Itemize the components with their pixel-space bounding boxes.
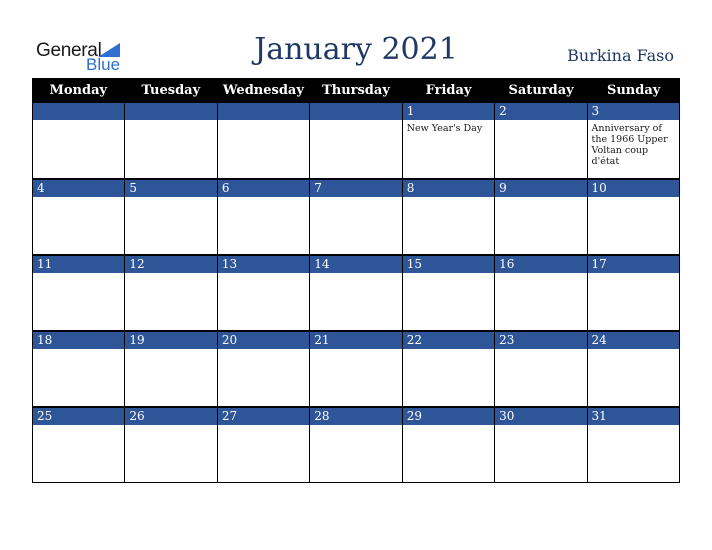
- holiday-label: [33, 273, 124, 276]
- holiday-label: [403, 197, 494, 200]
- day-cell[interactable]: [217, 180, 309, 254]
- day-number: 29: [403, 408, 494, 425]
- weekday-thursday: Thursday: [322, 83, 390, 98]
- logo-general-text: General: [36, 40, 102, 61]
- day-cell[interactable]: [124, 408, 216, 482]
- day-number: 10: [588, 180, 679, 197]
- day-number: 13: [218, 256, 309, 273]
- weekday-friday: Friday: [425, 83, 472, 98]
- day-number: 18: [33, 332, 124, 349]
- day-cell[interactable]: [402, 408, 494, 482]
- holiday-label: [33, 120, 124, 123]
- holiday-label: [310, 197, 401, 200]
- holiday-label: [403, 425, 494, 428]
- holiday-label: [588, 425, 679, 428]
- day-cell[interactable]: [494, 408, 586, 482]
- day-number: 17: [588, 256, 679, 273]
- day-number: 9: [495, 180, 586, 197]
- holiday-label: [403, 273, 494, 276]
- calendar-week-row: [32, 103, 680, 179]
- day-cell[interactable]: [309, 103, 401, 178]
- day-cell[interactable]: [494, 103, 586, 178]
- day-number: 20: [218, 332, 309, 349]
- day-number: 2: [495, 103, 586, 120]
- day-number: 4: [33, 180, 124, 197]
- day-number: 8: [403, 180, 494, 197]
- logo-blue-text: Blue: [86, 55, 121, 74]
- day-number: 11: [33, 256, 124, 273]
- weekday-monday: Monday: [49, 83, 108, 98]
- holiday-label: [310, 273, 401, 276]
- page-title: January 2021: [254, 32, 458, 67]
- day-number: 31: [588, 408, 679, 425]
- day-number: 24: [588, 332, 679, 349]
- day-number: 22: [403, 332, 494, 349]
- day-cell[interactable]: [124, 180, 216, 254]
- day-number: 7: [310, 180, 401, 197]
- day-cell[interactable]: [124, 256, 216, 330]
- holiday-label: [495, 197, 586, 200]
- day-cell[interactable]: [494, 256, 586, 330]
- holiday-label: [33, 425, 124, 428]
- holiday-label: [125, 273, 216, 276]
- calendar-week-row: [32, 255, 680, 331]
- calendar-week-row: [32, 179, 680, 255]
- day-cell[interactable]: [124, 332, 216, 406]
- day-cell[interactable]: [587, 180, 679, 254]
- day-cell[interactable]: [494, 180, 586, 254]
- day-number: 23: [495, 332, 586, 349]
- holiday-label: [495, 425, 586, 428]
- holiday-label: [218, 425, 309, 428]
- day-number: 3: [588, 103, 679, 120]
- holiday-label: [125, 349, 216, 352]
- day-cell[interactable]: [587, 332, 679, 406]
- day-cell[interactable]: [33, 332, 124, 406]
- holiday-label: [310, 349, 401, 352]
- holiday-label: [403, 349, 494, 352]
- holiday-label: [495, 349, 586, 352]
- day-cell[interactable]: [494, 332, 586, 406]
- day-cell[interactable]: [309, 256, 401, 330]
- day-cell[interactable]: [402, 103, 494, 178]
- day-number: 27: [218, 408, 309, 425]
- day-number: 16: [495, 256, 586, 273]
- day-number: 19: [125, 332, 216, 349]
- day-cell[interactable]: [402, 180, 494, 254]
- day-cell[interactable]: [217, 103, 309, 178]
- day-number: 30: [495, 408, 586, 425]
- country-label: Burkina Faso: [567, 46, 674, 65]
- weekday-saturday: Saturday: [508, 83, 574, 98]
- weekday-sunday: Sunday: [606, 83, 661, 98]
- day-number: [310, 103, 401, 120]
- calendar-week-row: [32, 407, 680, 483]
- holiday-label: [310, 120, 401, 123]
- calendar-weeks: [32, 103, 680, 483]
- holiday-label: [33, 349, 124, 352]
- calendar-grid: [32, 78, 680, 483]
- day-number: 14: [310, 256, 401, 273]
- holiday-label: [218, 273, 309, 276]
- day-number: 15: [403, 256, 494, 273]
- holiday-label: [495, 273, 586, 276]
- day-number: 12: [125, 256, 216, 273]
- day-number: 21: [310, 332, 401, 349]
- holiday-label: [125, 197, 216, 200]
- holiday-label: Anniversary of the 1966 Upper Voltan coup d'état: [591, 123, 668, 167]
- weekday-wednesday: Wednesday: [222, 83, 304, 98]
- day-number: 5: [125, 180, 216, 197]
- day-number: [33, 103, 124, 120]
- day-number: 25: [33, 408, 124, 425]
- day-cell[interactable]: [217, 332, 309, 406]
- calendar-week-row: [32, 331, 680, 407]
- day-number: [125, 103, 216, 120]
- day-number: 28: [310, 408, 401, 425]
- weekday-header-row: [32, 78, 680, 103]
- day-number: 1: [403, 103, 494, 120]
- holiday-label: [310, 425, 401, 428]
- day-cell[interactable]: [33, 408, 124, 482]
- day-number: [218, 103, 309, 120]
- day-cell[interactable]: [33, 180, 124, 254]
- holiday-label: [33, 197, 124, 200]
- holiday-label: [218, 120, 309, 123]
- holiday-label: [588, 197, 679, 200]
- day-cell[interactable]: [33, 256, 124, 330]
- day-cell[interactable]: [309, 180, 401, 254]
- holiday-label: [125, 425, 216, 428]
- holiday-label: [495, 120, 586, 123]
- holiday-label: [588, 273, 679, 276]
- holiday-label: [125, 120, 216, 123]
- day-cell[interactable]: [402, 256, 494, 330]
- day-cell[interactable]: [587, 103, 679, 178]
- day-cell[interactable]: [217, 256, 309, 330]
- day-cell[interactable]: [309, 408, 401, 482]
- day-cell[interactable]: [402, 332, 494, 406]
- day-cell[interactable]: [587, 408, 679, 482]
- holiday-label: New Year's Day: [406, 123, 483, 134]
- day-cell[interactable]: [217, 408, 309, 482]
- holiday-label: [218, 197, 309, 200]
- holiday-label: [588, 349, 679, 352]
- day-cell[interactable]: [124, 103, 216, 178]
- weekday-tuesday: Tuesday: [141, 83, 201, 98]
- holiday-label: [218, 349, 309, 352]
- day-number: 26: [125, 408, 216, 425]
- day-number: 6: [218, 180, 309, 197]
- day-cell[interactable]: [587, 256, 679, 330]
- day-cell[interactable]: [33, 103, 124, 178]
- day-cell[interactable]: [309, 332, 401, 406]
